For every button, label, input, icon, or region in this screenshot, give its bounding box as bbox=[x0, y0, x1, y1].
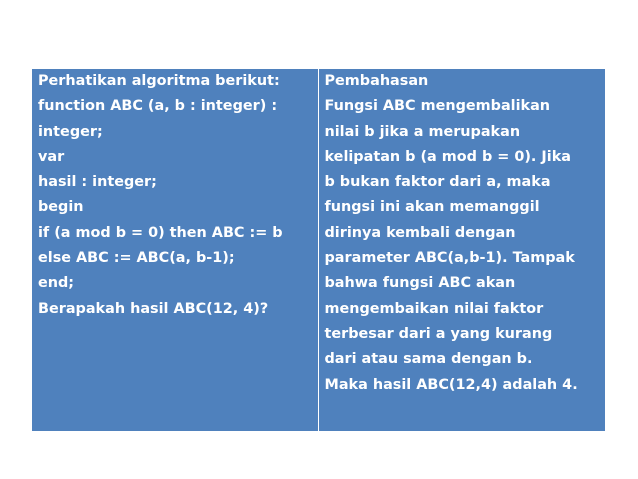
explanation-line: dirinya kembali dengan bbox=[324, 224, 516, 241]
question-line: end; bbox=[38, 275, 75, 292]
question-line: if (a mod b = 0) then ABC := b bbox=[38, 224, 283, 241]
explanation-line: b bukan faktor dari a, maka bbox=[324, 174, 551, 191]
explanation-line: nilai b jika a merupakan bbox=[324, 123, 521, 140]
question-line: else ABC := ABC(a, b-1); bbox=[38, 250, 235, 267]
question-line: integer; bbox=[38, 123, 103, 140]
question-line: Perhatikan algoritma berikut: bbox=[38, 73, 280, 89]
explanation-line: Maka hasil ABC(12,4) adalah 4. bbox=[324, 376, 578, 393]
explanation-line: terbesar dari a yang kurang bbox=[324, 325, 553, 342]
question-line: function ABC (a, b : integer) : bbox=[38, 98, 278, 115]
explanation-line: kelipatan b (a mod b = 0). Jika bbox=[324, 148, 571, 165]
explanation-line: dari atau sama dengan b. bbox=[324, 351, 533, 368]
question-line: hasil : integer; bbox=[38, 174, 157, 191]
question-line: begin bbox=[38, 199, 84, 216]
question-line: var bbox=[38, 148, 65, 165]
explanation-line: Pembahasan bbox=[324, 73, 429, 89]
question-cell bbox=[32, 69, 319, 431]
question-line: Berapakah hasil ABC(12, 4)? bbox=[38, 300, 269, 317]
question-answer-table bbox=[31, 68, 606, 432]
explanation-cell bbox=[319, 69, 606, 431]
explanation-line: fungsi ini akan memanggil bbox=[324, 199, 540, 216]
explanation-line: mengembaikan nilai faktor bbox=[324, 300, 544, 317]
explanation-line: Fungsi ABC mengembalikan bbox=[324, 98, 551, 115]
explanation-line: parameter ABC(a,b-1). Tampak bbox=[324, 250, 575, 267]
explanation-line: bahwa fungsi ABC akan bbox=[324, 275, 516, 292]
